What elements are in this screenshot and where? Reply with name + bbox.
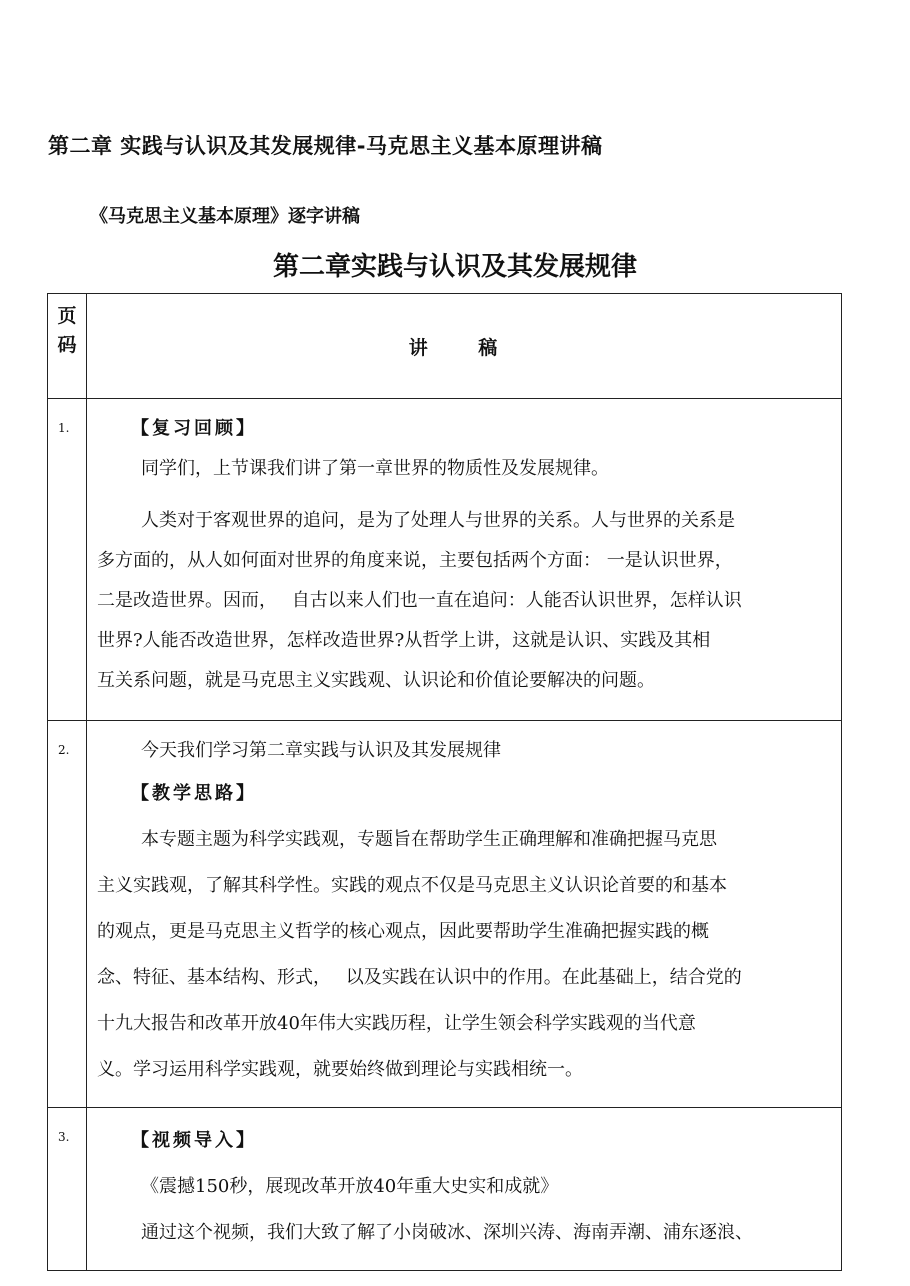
paragraph-line: 十九大报告和改革开放40年伟大实践历程，让学生领会科学实践观的当代意 (97, 1013, 696, 1034)
page-number-header (48, 294, 87, 399)
section-heading: 【复习回顾】 (131, 418, 257, 439)
paragraph-line: 《震撼150秒，展现改革开放40年重大史实和成就》 (141, 1176, 559, 1197)
lecture-cell (87, 721, 842, 1108)
paragraph-line: 今天我们学习第二章实践与认识及其发展规律 (141, 740, 501, 761)
table-row (48, 721, 842, 1108)
lecture-header: 讲 稿 (87, 294, 842, 399)
chapter-title: 第二章实践与认识及其发展规律 (272, 252, 637, 282)
section-heading: 【教学思路】 (131, 783, 257, 804)
lecture-subtitle: 《马克思主义基本原理》逐字讲稿 (90, 206, 360, 227)
page-header-char: 页 (57, 305, 77, 327)
row-number: 3. (48, 1108, 87, 1271)
row-number: 2. (48, 721, 87, 1108)
paragraph-line: 本专题主题为科学实践观，专题旨在帮助学生正确理解和准确把握马克思 (141, 829, 717, 850)
paragraph-line: 义。学习运用科学实践观，就要始终做到理论与实践相统一。 (97, 1059, 583, 1080)
table-row (48, 1108, 842, 1271)
document-title: 第二章 实践与认识及其发展规律-马克思主义基本原理讲稿 (48, 134, 603, 158)
paragraph-line: 多方面的，从人如何面对世界的角度来说，主要包括两个方面： 一是认识世界， (97, 550, 733, 571)
paragraph-line: 通过这个视频，我们大致了解了小岗破冰、深圳兴涛、海南弄潮、浦东逐浪、 (141, 1222, 753, 1243)
section-heading: 【视频导入】 (131, 1130, 257, 1151)
lecture-cell (87, 399, 842, 721)
lecture-cell (87, 1108, 842, 1271)
lecture-table (47, 293, 842, 1271)
paragraph-line: 主义实践观，了解其科学性。实践的观点不仅是马克思主义认识论首要的和基本 (97, 875, 727, 896)
paragraph-line: 二是改造世界。因而， 自古以来人们也一直在追问：人能否认识世界，怎样认识 (97, 590, 742, 611)
table-row (48, 399, 842, 721)
page-header-char: 码 (57, 334, 77, 356)
paragraph-line: 同学们，上节课我们讲了第一章世界的物质性及发展规律。 (141, 458, 609, 479)
paragraph-line: 世界?人能否改造世界，怎样改造世界?从哲学上讲，这就是认识、实践及其相 (97, 630, 711, 651)
paragraph-line: 人类对于客观世界的追问，是为了处理人与世界的关系。人与世界的关系是 (141, 510, 735, 531)
paragraph-line: 的观点，更是马克思主义哲学的核心观点，因此要帮助学生准确把握实践的概 (97, 921, 709, 942)
paragraph-line: 互关系问题，就是马克思主义实践观、认识论和价值论要解决的问题。 (97, 670, 655, 691)
table-header-row (48, 294, 842, 399)
paragraph-line: 念、特征、基本结构、形式， 以及实践在认识中的作用。在此基础上，结合党的 (97, 967, 742, 988)
row-number: 1. (48, 399, 87, 721)
